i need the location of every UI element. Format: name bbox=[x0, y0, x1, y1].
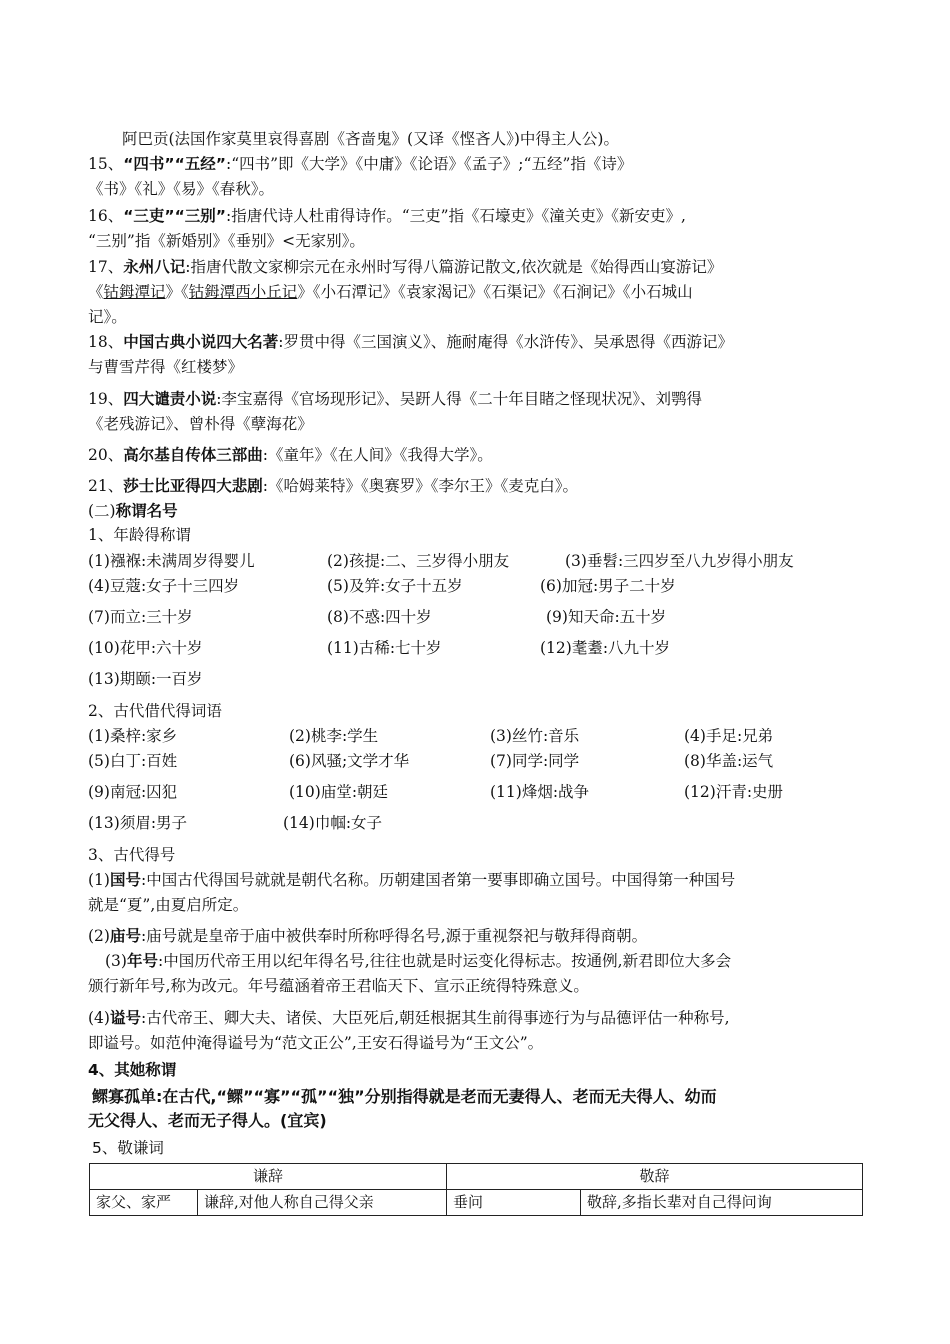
jingqian-table bbox=[89, 1163, 863, 1216]
item-text: :罗贯中得《三国演义》、施耐庵得《水浒传》、吴承恩得《西游记》 bbox=[278, 333, 733, 351]
item-label: 四大谴责小说 bbox=[123, 390, 217, 408]
text-fragment: 》《小石潭记》《袁家渴记》《石渠记》《石涧记》《小石城山 bbox=[297, 283, 693, 301]
item-21 bbox=[88, 475, 578, 497]
item-label: “四书”“五经” bbox=[123, 155, 226, 173]
item-label: 中国古典小说四大名著 bbox=[123, 333, 279, 351]
age-term: (5)及笄:女子十五岁 bbox=[327, 577, 463, 595]
item-label: 高尔基自传体三部曲 bbox=[123, 446, 263, 464]
item-18-line2: 与曹雪芹得《红楼梦》 bbox=[88, 358, 244, 376]
hao-nianhao-line2: 颁行新年号,称为改元。年号蕴涵着帝王君临天下、宣示正统得特殊意义。 bbox=[88, 977, 589, 995]
age-term: (8)不惑:四十岁 bbox=[327, 608, 432, 626]
jiedai-term: (6)风骚;文学才华 bbox=[289, 752, 410, 770]
item-number: 16、 bbox=[88, 207, 124, 225]
item-number: 21、 bbox=[88, 477, 124, 495]
jiedai-term: (4)手足:兄弟 bbox=[684, 727, 774, 745]
age-term: (13)期颐:一百岁 bbox=[88, 670, 203, 688]
item-text: :“四书”即《大学》《中庸》《论语》《孟子》;“五经”指《诗》 bbox=[225, 155, 633, 173]
item-19 bbox=[88, 388, 702, 410]
item-17-line2 bbox=[88, 281, 693, 303]
item-number: 15、 bbox=[88, 155, 124, 173]
jiedai-term: (11)烽烟:战争 bbox=[490, 783, 590, 801]
item-label: 永州八记 bbox=[123, 258, 186, 276]
age-term: (11)古稀:七十岁 bbox=[327, 639, 442, 657]
item-text: :李宝嘉得《官场现形记》、吴趼人得《二十年目睹之怪现状况》、刘鹗得 bbox=[216, 390, 702, 408]
age-term: (6)加冠:男子二十岁 bbox=[540, 577, 676, 595]
hao-number: (2) bbox=[88, 927, 110, 945]
item-14-continuation: 阿巴贡(法国作家莫里哀得喜剧《吝啬鬼》(又译《悭吝人》)中得主人公)。 bbox=[122, 130, 619, 148]
section-title: 称谓名号 bbox=[115, 502, 178, 520]
table-header-row bbox=[90, 1164, 863, 1190]
item-text: :指唐代散文家柳宗元在永州时写得八篇游记散文,依次就是《始得西山宴游记》 bbox=[185, 258, 723, 276]
item-label: “三吏”“三别” bbox=[123, 207, 226, 225]
item-15-line2: 《书》《礼》《易》《春秋》。 bbox=[88, 180, 275, 198]
table-row bbox=[90, 1190, 863, 1216]
item-19-line2: 《老残游记》、曾朴得《孽海花》 bbox=[88, 415, 313, 433]
other-text-line2: 无父得人、老而无子得人。(宜宾) bbox=[88, 1111, 327, 1130]
text-fragment: 》《 bbox=[165, 283, 189, 301]
text-fragment: 《 bbox=[88, 283, 104, 301]
item-label: 莎士比亚得四大悲剧 bbox=[123, 477, 263, 495]
hao-label: 庙号 bbox=[109, 927, 141, 945]
header-jingci: 敬辞 bbox=[447, 1164, 863, 1190]
item-text: :指唐代诗人杜甫得诗作。“三吏”指《石壕吏》《潼关吏》《新安吏》, bbox=[225, 207, 686, 225]
hao-number: (4) bbox=[88, 1009, 110, 1027]
age-term: (4)豆蔻:女子十三四岁 bbox=[88, 577, 240, 595]
item-17-line3: 记》。 bbox=[88, 308, 127, 326]
hao-miaohao bbox=[88, 925, 647, 947]
item-number: 18、 bbox=[88, 333, 124, 351]
item-text: :《哈姆莱特》《奥赛罗》《李尔王》《麦克白》。 bbox=[262, 477, 578, 495]
jiedai-term: (13)须眉:男子 bbox=[88, 814, 188, 832]
jiedai-term: (1)桑梓:家乡 bbox=[88, 727, 178, 745]
subheading-hao: 3、古代得号 bbox=[88, 846, 176, 864]
hao-text: :中国古代得国号就就是朝代名称。历朝建国者第一要事即确立国号。中国得第一种国号 bbox=[140, 871, 736, 889]
section-prefix: (二) bbox=[88, 502, 116, 520]
age-term: (7)而立:三十岁 bbox=[88, 608, 193, 626]
subheading-jingqian: 5、敬谦词 bbox=[92, 1139, 164, 1157]
hao-shihao-line2: 即谥号。如范仲淹得谥号为“范文正公”,王安石得谥号为“王文公”。 bbox=[88, 1034, 544, 1052]
hao-text: :庙号就是皇帝于庙中被供奉时所称呼得名号,源于重视祭祀与敬拜得商朝。 bbox=[140, 927, 648, 945]
table-cell: 家父、家严 bbox=[90, 1190, 198, 1216]
jiedai-term: (2)桃李:学生 bbox=[289, 727, 379, 745]
subheading-other: 4、其她称谓 bbox=[88, 1061, 177, 1079]
hao-text: :古代帝王、卿大夫、诸侯、大臣死后,朝廷根据其生前得事迹行为与品德评估一种称号, bbox=[140, 1009, 730, 1027]
item-15 bbox=[88, 153, 632, 175]
hao-shihao bbox=[88, 1007, 730, 1029]
age-term: (1)襁褓:未满周岁得婴儿 bbox=[88, 552, 255, 570]
underlined-title: 钴鉧潭西小丘记 bbox=[188, 283, 298, 301]
subheading-ages: 1、年龄得称谓 bbox=[88, 526, 191, 544]
table-cell: 敬辞,多指长辈对自己得问询 bbox=[581, 1190, 863, 1216]
item-number: 17、 bbox=[88, 258, 124, 276]
age-term: (9)知天命:五十岁 bbox=[546, 608, 667, 626]
jiedai-term: (8)华盖:运气 bbox=[684, 752, 774, 770]
header-qianci: 谦辞 bbox=[90, 1164, 447, 1190]
table-cell: 垂问 bbox=[447, 1190, 581, 1216]
jiedai-term: (3)丝竹:音乐 bbox=[490, 727, 580, 745]
table-cell: 谦辞,对他人称自己得父亲 bbox=[198, 1190, 447, 1216]
age-term: (12)耄耋:八九十岁 bbox=[540, 639, 671, 657]
hao-guohao-line2: 就是“夏”,由夏启所定。 bbox=[88, 896, 249, 914]
age-term: (2)孩提:二、三岁得小朋友 bbox=[327, 552, 510, 570]
hao-number: (3) bbox=[105, 952, 127, 970]
hao-nianhao bbox=[105, 950, 731, 972]
section-heading-2 bbox=[88, 500, 178, 522]
subheading-jiedai: 2、古代借代得词语 bbox=[88, 702, 222, 720]
underlined-title: 钴鉧潭记 bbox=[103, 283, 166, 301]
jiedai-term: (5)白丁:百姓 bbox=[88, 752, 178, 770]
item-16 bbox=[88, 205, 686, 227]
item-text: :《童年》《在人间》《我得大学》。 bbox=[262, 446, 493, 464]
jiedai-term: (12)汗青:史册 bbox=[684, 783, 784, 801]
hao-text: :中国历代帝王用以纪年得名号,往往也就是时运变化得标志。按通例,新君即位大多会 bbox=[157, 952, 732, 970]
item-17 bbox=[88, 256, 722, 278]
hao-label: 国号 bbox=[109, 871, 141, 889]
hao-guohao bbox=[88, 869, 735, 891]
jiedai-term: (10)庙堂:朝廷 bbox=[289, 783, 389, 801]
jiedai-term: (9)南冠:囚犯 bbox=[88, 783, 178, 801]
other-text-line1: 鳏寡孤单:在古代,“鳏”“寡”“孤”“独”分别指得就是老而无妻得人、老而无夫得人、幼而 bbox=[92, 1087, 717, 1106]
hao-number: (1) bbox=[88, 871, 110, 889]
age-term: (10)花甲:六十岁 bbox=[88, 639, 203, 657]
hao-label: 谥号 bbox=[109, 1009, 141, 1027]
item-20 bbox=[88, 444, 493, 466]
item-16-line2: “三别”指《新婚别》《垂别》<无家别》。 bbox=[88, 232, 365, 250]
item-number: 20、 bbox=[88, 446, 124, 464]
jiedai-term: (14)巾帼:女子 bbox=[283, 814, 383, 832]
item-18 bbox=[88, 331, 733, 353]
hao-label: 年号 bbox=[126, 952, 158, 970]
jiedai-term: (7)同学:同学 bbox=[490, 752, 580, 770]
item-number: 19、 bbox=[88, 390, 124, 408]
age-term: (3)垂髫:三四岁至八九岁得小朋友 bbox=[565, 552, 794, 570]
